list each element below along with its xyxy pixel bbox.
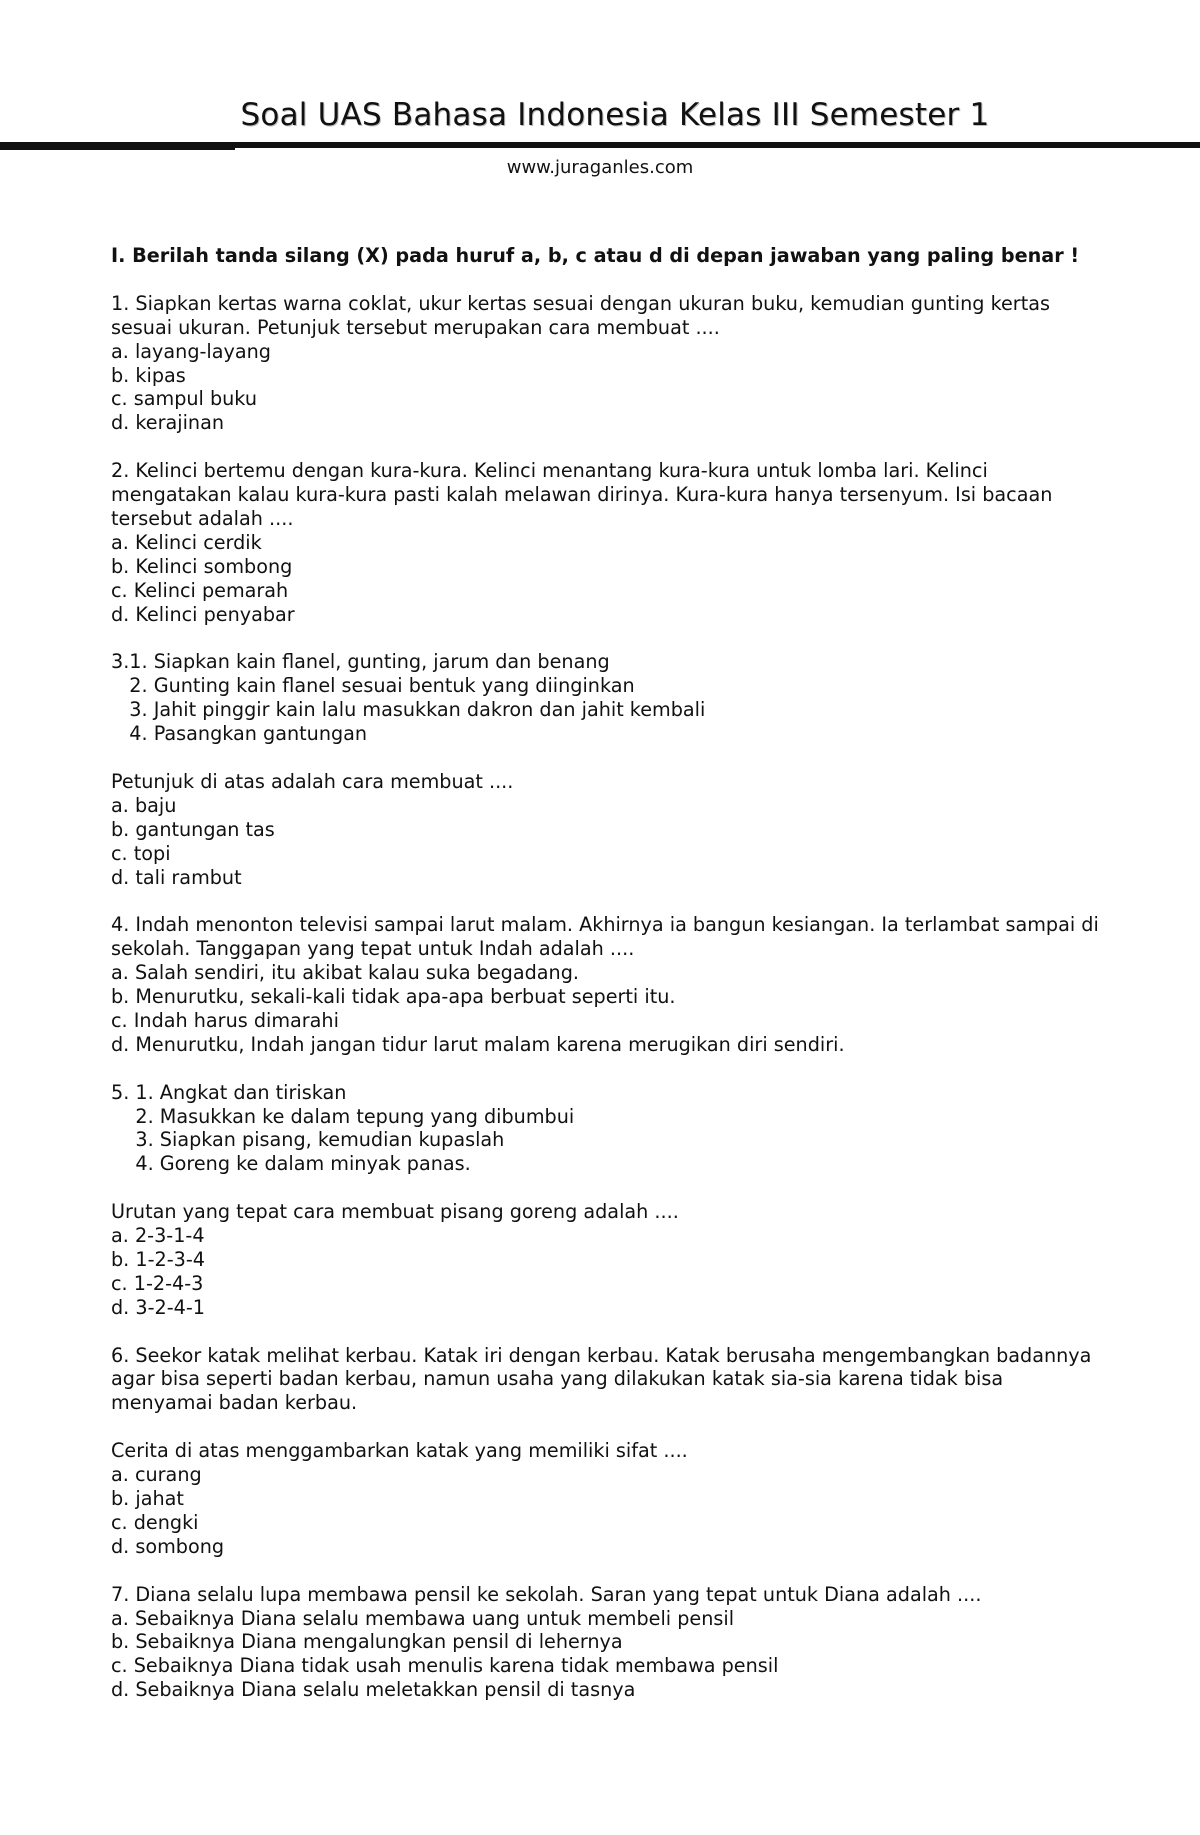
answer-option-c: c. topi (111, 841, 171, 865)
exam-content (111, 244, 1105, 1726)
answer-option-b: b. kipas (111, 363, 186, 387)
website-url: www.juraganles.com (506, 157, 694, 178)
procedure-step: 2. Gunting kain flanel sesuai bentuk yang diinginkan (111, 674, 635, 698)
answer-option-b: b. gantungan tas (111, 817, 275, 841)
procedure-step: 3. Siapkan pisang, kemudian kupaslah (111, 1128, 505, 1152)
answer-option-c: c. 1-2-4-3 (111, 1271, 204, 1295)
answer-option-d: d. 3-2-4-1 (111, 1295, 205, 1319)
question-stem: 2. Kelinci bertemu dengan kura-kura. Kelinci menantang kura-kura untuk lomba lari. Kelinci mengatakan kalau kura-kura pasti kalah melawan dirinya. Kura-kura hanya tersenyum. Isi bacaan tersebut adalah .... (111, 459, 1059, 530)
answer-option-d: d. Menurutku, Indah jangan tidur larut malam karena merugikan diri sendiri. (111, 1032, 845, 1056)
question-prompt-block (111, 1200, 1101, 1320)
procedure-step: 4. Pasangkan gantungan (111, 722, 368, 746)
answer-option-a: a. Kelinci cerdik (111, 530, 262, 554)
answer-option-a: a. Salah sendiri, itu akibat kalau suka begadang. (111, 961, 579, 985)
answer-option-c: c. Kelinci pemarah (111, 578, 289, 602)
answer-option-d: d. kerajinan (111, 411, 224, 435)
answer-option-c: c. sampul buku (111, 387, 257, 411)
answer-option-a: a. curang (111, 1463, 202, 1487)
answer-option-c: c. Sebaiknya Diana tidak usah menulis karena tidak membawa pensil (111, 1654, 779, 1678)
procedure-step: 3.1. Siapkan kain flanel, gunting, jarum dan benang (111, 650, 610, 674)
question-3 (111, 650, 1101, 889)
section-instruction: I. Berilah tanda silang (X) pada huruf a, b, c atau d di depan jawaban yang paling benar ! (111, 244, 1080, 267)
question-5 (111, 1081, 1101, 1320)
answer-option-b: b. 1-2-3-4 (111, 1247, 205, 1271)
answer-option-d: d. Kelinci penyabar (111, 602, 295, 626)
answer-option-b: b. Sebaiknya Diana mengalungkan pensil di lehernya (111, 1630, 623, 1654)
answer-option-d: d. sombong (111, 1534, 225, 1558)
question-stem: 6. Seekor katak melihat kerbau. Katak iri dengan kerbau. Katak berusaha mengembangkan badannya agar bisa seperti badan kerbau, namun usaha yang dilakukan katak sia-sia karena tidak bisa menyamai badan kerbau. (111, 1343, 1098, 1415)
answer-option-c: c. Indah harus dimarahi (111, 1008, 339, 1032)
answer-option-d: d. Sebaiknya Diana selalu meletakkan pensil di tasnya (111, 1678, 636, 1702)
question-7 (111, 1583, 1101, 1703)
question-stem: 7. Diana selalu lupa membawa pensil ke sekolah. Saran yang tepat untuk Diana adalah .... (111, 1582, 982, 1606)
question-2 (111, 459, 1101, 626)
answer-option-a: a. Sebaiknya Diana selalu membawa uang untuk membeli pensil (111, 1606, 735, 1630)
question-prompt: Urutan yang tepat cara membuat pisang goreng adalah .... (111, 1200, 679, 1224)
document-title: Soal UAS Bahasa Indonesia Kelas III Semester 1 (240, 97, 990, 133)
answer-option-d: d. tali rambut (111, 865, 242, 889)
answer-option-c: c. dengki (111, 1510, 199, 1534)
question-4 (111, 913, 1105, 1056)
answer-option-b: b. jahat (111, 1486, 184, 1510)
answer-option-a: a. 2-3-1-4 (111, 1224, 205, 1248)
question-prompt: Cerita di atas menggambarkan katak yang memiliki sifat .... (111, 1439, 688, 1463)
question-1 (111, 292, 1101, 435)
procedure-step: 3. Jahit pinggir kain lalu masukkan dakron dan jahit kembali (111, 698, 706, 722)
procedure-step: 5. 1. Angkat dan tiriskan (111, 1080, 347, 1104)
procedure-step: 4. Goreng ke dalam minyak panas. (111, 1152, 471, 1176)
answer-option-b: b. Menurutku, sekali-kali tidak apa-apa berbuat seperti itu. (111, 985, 676, 1009)
question-stem: 1. Siapkan kertas warna coklat, ukur kertas sesuai dengan ukuran buku, kemudian gunting kertas sesuai ukuran. Petunjuk tersebut merupakan cara membuat .... (111, 291, 1057, 339)
answer-option-b: b. Kelinci sombong (111, 554, 293, 578)
title-rule-accent (0, 148, 235, 150)
answer-option-a: a. baju (111, 793, 177, 817)
question-stem: 4. Indah menonton televisi sampai larut malam. Akhirnya ia bangun kesiangan. Ia terlambat sampai di sekolah. Tanggapan yang tepat untuk Indah adalah .... (111, 913, 1105, 961)
procedure-step: 2. Masukkan ke dalam tepung yang dibumbui (111, 1104, 575, 1128)
question-6 (111, 1344, 1101, 1559)
answer-option-a: a. layang-layang (111, 339, 271, 363)
question-prompt: Petunjuk di atas adalah cara membuat .... (111, 769, 514, 793)
question-prompt-block (111, 1439, 1101, 1559)
question-prompt-block (111, 770, 1101, 890)
